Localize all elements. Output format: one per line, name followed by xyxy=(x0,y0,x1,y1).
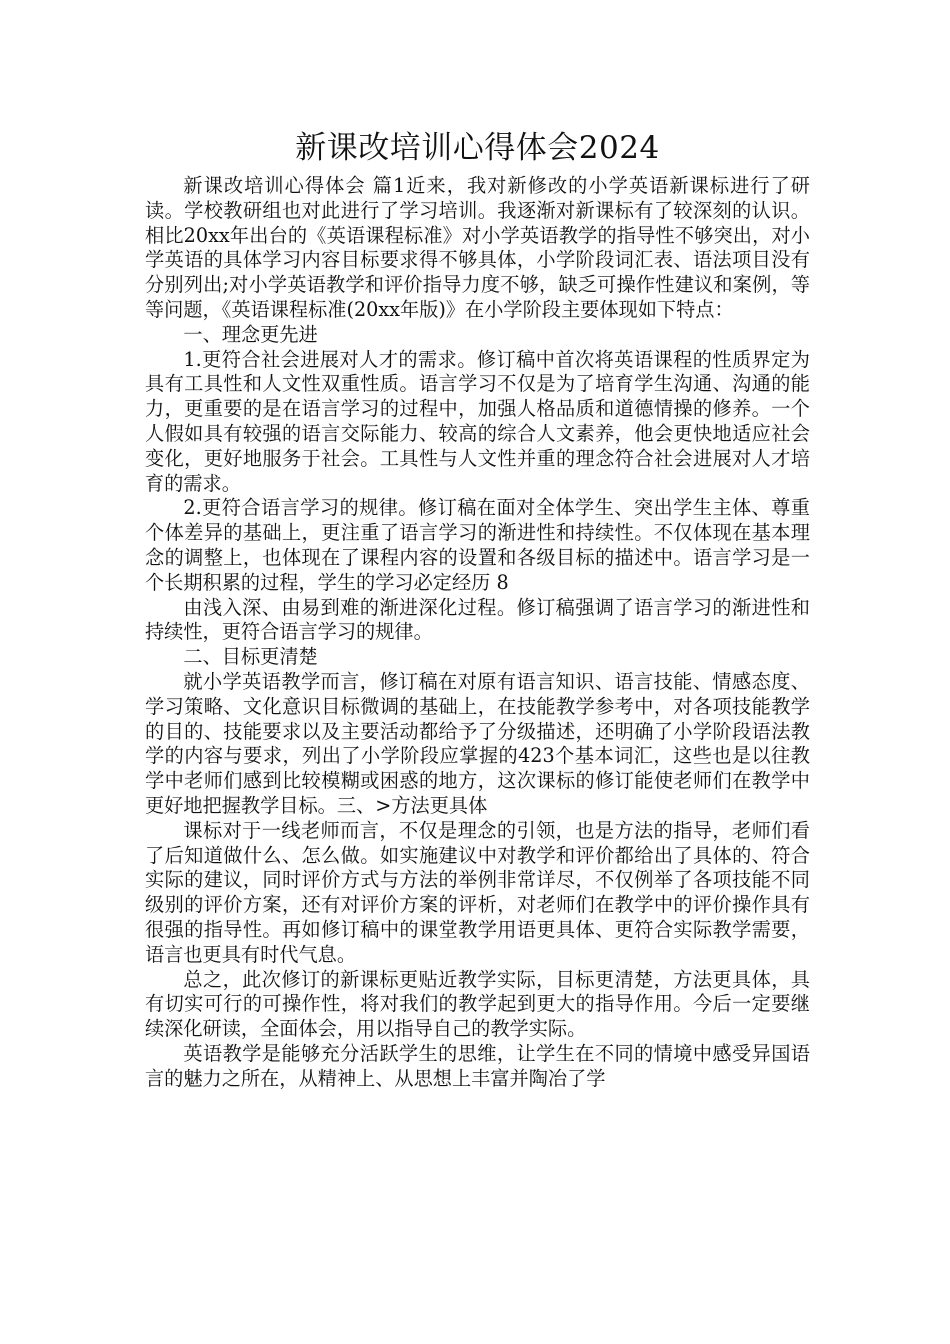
heading-section-1: 一、理念更先进 xyxy=(183,322,318,346)
paragraph-summary: 总之，此次修订的新课标更贴近教学实际，目标更清楚，方法更具体，具有切实可行的可操作性，将对我们的教学起到更大的指导作用。今后一定要继续深化研读，全面体会，用以指导自己的教学实际。 xyxy=(145,967,810,1041)
paragraph-goals: 就小学英语教学而言，修订稿在对原有语言知识、语言技能、情感态度、学习策略、文化意识目标微调的基础上，在技能教学参考中，对各项技能教学的目的、技能要求以及主要活动都给予了分级描述，还明确了小学阶段语法教学的内容与要求，列出了小学阶段应掌握的423个基本词汇，这些也是以往教学中老师们感到比较模糊或困惑的地方，这次课标的修订能使老师们在教学中更好地把握教学目标。三、>方法更具体 xyxy=(145,669,810,817)
heading-section-2: 二、目标更清楚 xyxy=(183,645,318,669)
paragraph-intro: 新课改培训心得体会 篇1近来，我对新修改的小学英语新课标进行了研读。学校教研组也对此进行了学习培训。我逐渐对新课标有了较深刻的认识。相比20xx年出台的《英语课程标准》对小学英语教学的指导性不够突出，对小学英语的具体学习内容目标要求得不够具体，小学阶段词汇表、语法项目没有分别列出;对小学英语教学和评价指导力度不够，缺乏可操作性建议和案例，等等问题，《英语课程标准(20xx年版)》在小学阶段主要体现如下特点： xyxy=(145,174,810,321)
paragraph-point-2-cont: 由浅入深、由易到难的渐进深化过程。修订稿强调了语言学习的渐进性和持续性，更符合语言学习的规律。 xyxy=(145,595,810,644)
document-title: 新课改培训心得体会2024 xyxy=(295,130,660,166)
document-page xyxy=(145,126,810,1091)
paragraph-point-2: 2.更符合语言学习的规律。修订稿在面对全体学生、突出学生主体、尊重个体差异的基础上，更注重了语言学习的渐进性和持续性。不仅体现在基本理念的调整上，也体现在了课程内容的设置和各级目标的描述中。语言学习是一个长期积累的过程，学生的学习必定经历 8 xyxy=(145,496,810,594)
paragraph-english-teaching: 英语教学是能够充分活跃学生的思维，让学生在不同的情境中感受异国语言的魅力之所在，从精神上、从思想上丰富并陶冶了学 xyxy=(145,1041,810,1090)
paragraph-point-1: 1.更符合社会进展对人才的需求。修订稿中首次将英语课程的性质界定为具有工具性和人文性双重性质。语言学习不仅是为了培育学生沟通、沟通的能力，更重要的是在语言学习的过程中，加强人格品质和道德情操的修养。一个人假如具有较强的语言交际能力、较高的综合人文素养，他会更快地适应社会变化，更好地服务于社会。工具性与人文性并重的理念符合社会进展对人才培育的需求。 xyxy=(145,347,810,495)
paragraph-methods: 课标对于一线老师而言，不仅是理念的引领，也是方法的指导，老师们看了后知道做什么、怎么做。如实施建议中对教学和评价都给出了具体的、符合实际的建议，同时评价方式与方法的举例非常详尽，不仅例举了各项技能不同级别的评价方案，还有对评价方案的评析，对老师们在教学中的评价操作具有很强的指导性。再如修订稿中的课堂教学用语更具体、更符合实际教学需要，语言也更具有时代气息。 xyxy=(145,818,810,966)
